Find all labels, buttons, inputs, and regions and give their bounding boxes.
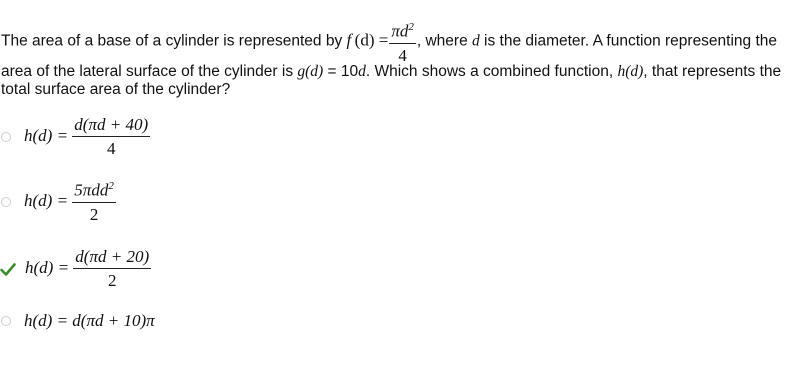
question-line-3: total surface area of the cylinder? [1, 81, 231, 98]
question-line-2: area of the lateral surface of the cylinder is g(d) = 10d. Which shows a combined function, h(d), that represents the [1, 63, 782, 80]
option-c-fraction: $\frac{d(\pi d + 20)}{2}$ [75, 247, 150, 290]
answer-option-d[interactable] [0, 311, 155, 331]
radio-circle-icon[interactable] [1, 132, 11, 142]
option-b-expression: h(d) = $\frac{5\pi dd^2}{2}$ [24, 180, 114, 224]
check-icon-svg [0, 263, 16, 276]
question-line-1: The area of a base of a cylinder is represented by f (d) = $\frac{\pi d^2}{4}$ , where d is the diameter. A function representing the [1, 17, 777, 66]
radio-circle-icon[interactable] [1, 316, 11, 326]
option-b-fraction: $\frac{5\pi dd^2}{2}$ [74, 180, 114, 224]
answer-option-b[interactable] [0, 180, 116, 225]
check-icon[interactable] [0, 263, 16, 276]
option-d-expression: h(d) = d(πd + 10)π [24, 311, 155, 330]
option-a-expression: h(d) = $\frac{d(\pi d + 40)}{4}$ [24, 115, 149, 158]
answer-option-c[interactable] [0, 247, 151, 291]
option-c-expression: h(d) = $\frac{d(\pi d + 20)}{2}$ [25, 247, 150, 290]
radio-circle-icon[interactable] [1, 197, 11, 207]
answer-option-a[interactable] [0, 115, 150, 159]
f-fraction: $\frac{\pi d^2}{4}$ [389, 17, 416, 66]
f-of-d: f (d) = [346, 30, 389, 50]
option-a-fraction: $\frac{d(\pi d + 40)}{4}$ [74, 115, 149, 158]
